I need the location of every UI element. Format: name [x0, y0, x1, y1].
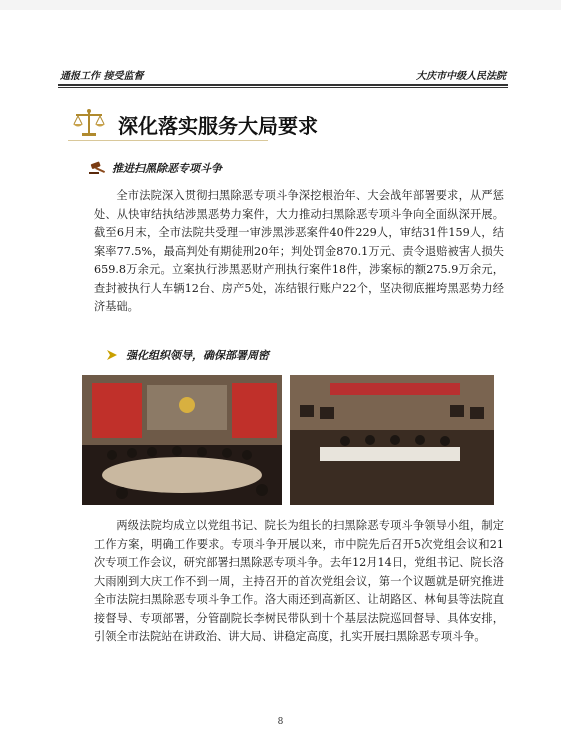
- conference-photo: [290, 375, 494, 505]
- header-left-text: 通报工作 接受监督: [60, 70, 144, 82]
- running-header: [60, 66, 506, 82]
- scales-of-justice-icon: [72, 108, 106, 138]
- subheading-organization: 强化组织领导，确保部署周密: [126, 349, 269, 362]
- title-underline: [68, 140, 268, 141]
- page-number: 8: [277, 717, 284, 727]
- header-rule-thin: [58, 87, 508, 88]
- paragraph-blackevil-stats: 全市法院深入贯彻扫黑除恶专项斗争深挖根治年、大会战年部署要求，从严惩处、从快审结执结涉黑恶势力案件，大力推动扫黑除恶专项斗争向全面纵深开展。截至6月末，全市法院共受理一审涉黑涉恶案件40件229人，审结31件159人，结案率77.5%，最高判处有期徒刑20年；判处罚金870.1万元、责令退赔被害人损失659.8万余元。立案执行涉黑恶财产刑执行案件18件，涉案标的额275.9万余元，查封被执行人车辆12台、房产5处，冻结银行账户22个，坚决彻底摧垮黑恶势力经济基础。: [94, 189, 504, 313]
- header-rule: [58, 84, 508, 86]
- party-meeting-photo: [82, 375, 282, 505]
- top-margin-bar: [0, 0, 561, 10]
- section-title: 深化落实服务大局要求: [118, 114, 318, 138]
- subsection-title: 推进扫黑除恶专项斗争: [112, 162, 222, 175]
- arrow-bullet-icon: [106, 349, 118, 361]
- paragraph-leadership: 两级法院均成立以党组书记、院长为组长的扫黑除恶专项斗争领导小组，制定工作方案，明确工作要求。专项斗争开展以来，市中院先后召开5次党组会议和21次专项工作会议，研究部署扫黑除恶专项斗争。去年12月14日，党组书记、院长洛大雨刚到大庆工作不到一周，主持召开的首次党组会议，第一个议题就是研究推进全市法院扫黑除恶专项斗争工作。洛大雨还到高新区、让胡路区、林甸县等法院直接督导、专项部署，分管副院长李树民带队到十个基层法院巡回督导、具体安排，引领全市法院站在讲政治、讲大局、讲稳定高度，扎实开展扫黑除恶专项斗争。: [94, 519, 504, 643]
- header-right-text: 大庆市中级人民法院: [416, 70, 506, 82]
- gavel-icon: [88, 161, 108, 175]
